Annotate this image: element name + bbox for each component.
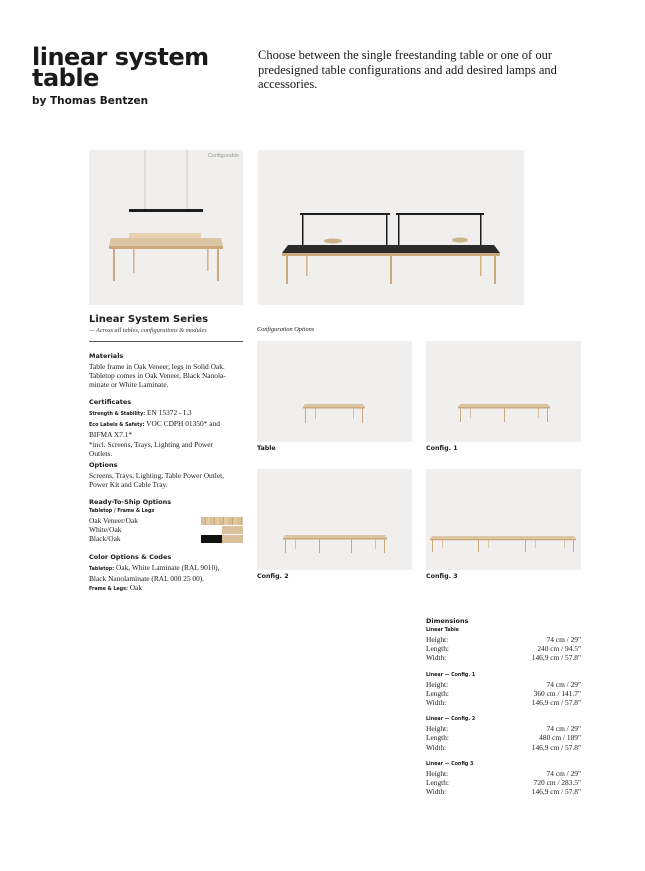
dimension-row-width <box>426 653 581 662</box>
options-section <box>89 461 245 489</box>
dimension-group-config-2 <box>426 716 581 752</box>
dimension-value: 74 cm / 29" <box>546 768 581 778</box>
dimensions-heading: Dimensions <box>426 617 469 625</box>
config-caption: Table <box>257 445 276 452</box>
dimension-label: Width: <box>426 787 447 797</box>
dimension-value: 146,9 cm / 57.8" <box>531 742 581 752</box>
dimension-label: Width: <box>426 742 447 752</box>
designer-byline: by Thomas Bentzen <box>32 95 149 107</box>
table-with-lamp-illustration <box>89 150 243 305</box>
rts-option-label: Oak Veneer/Oak <box>89 516 138 525</box>
color-line: Black Nanolaminate (RAL 000 25 00). <box>89 574 205 584</box>
certificate-label: Eco Labels & Safety: <box>89 423 145 429</box>
options-line: Power Kit and Cable Tray. <box>89 480 168 490</box>
dimension-row-height <box>426 769 581 778</box>
config-photo-config-2 <box>257 469 412 570</box>
series-subtitle: — Across all tables, configurations & modules <box>89 327 207 334</box>
materials-line: minate or White Laminate. <box>89 380 169 390</box>
dimension-group-config-1 <box>426 672 581 708</box>
dimension-value: 240 cm / 94.5" <box>537 644 581 654</box>
options-heading: Options <box>89 461 118 469</box>
rts-option-oak <box>89 516 245 525</box>
dimension-label: Width: <box>426 697 447 707</box>
certificate-note: Outlets. <box>89 448 113 458</box>
config-3-illustration <box>426 469 581 570</box>
dimension-label: Height: <box>426 635 449 644</box>
dimension-value: 74 cm / 29" <box>546 679 581 689</box>
materials-section <box>89 352 245 390</box>
dimension-row-height <box>426 680 581 689</box>
dimension-value: 360 cm / 141.7" <box>533 688 581 698</box>
dimension-label: Height: <box>426 768 449 778</box>
oak-oak-swatch <box>201 517 243 525</box>
dimension-row-length <box>426 644 581 653</box>
color-heading: Color Options & Codes <box>89 553 172 561</box>
single-table-illustration <box>257 341 412 442</box>
title-line-2: table <box>32 64 99 92</box>
config-caption: Config. 3 <box>426 573 458 580</box>
color-label: Frame & Legs: <box>89 587 128 593</box>
rts-option-label: White/Oak <box>89 525 122 535</box>
series-title: Linear System Series <box>89 314 209 325</box>
color-label: Tabletop: <box>89 567 115 572</box>
certificates-heading: Certificates <box>89 398 132 406</box>
dimension-group-name: Linear — Config. 2 <box>426 717 476 723</box>
certificate-line <box>89 408 245 419</box>
certificate-line: BIFMA X7.1* <box>89 430 133 440</box>
title-line-1: linear system <box>32 43 209 71</box>
dimension-row-length <box>426 733 581 742</box>
dimension-row-width <box>426 787 581 796</box>
materials-heading: Materials <box>89 352 124 360</box>
config-caption: Config. 2 <box>257 573 289 580</box>
config-2-illustration <box>257 469 412 570</box>
dimension-row-height <box>426 724 581 733</box>
rts-heading: Ready-To-Ship Options <box>89 498 172 506</box>
configurable-badge: Configurable <box>207 153 239 159</box>
configuration-options-label: Configuration Options <box>257 326 315 333</box>
config-photo-config-3 <box>426 469 581 570</box>
dimension-group-linear-table <box>426 627 581 663</box>
config-1-illustration <box>426 341 581 442</box>
color-value: Oak, White Laminate (RAL 9010), <box>114 563 220 572</box>
rts-option-black <box>89 534 245 543</box>
black-table-with-shelves-illustration <box>258 150 524 305</box>
certificate-label: Strength & Stability: <box>89 412 146 417</box>
dimensions-section <box>426 617 581 805</box>
rts-option-white <box>89 525 245 534</box>
dimension-label: Width: <box>426 653 447 663</box>
ready-to-ship-section <box>89 498 245 544</box>
materials-line: Tabletop comes in Oak Veneer, Black Nanola- <box>89 371 226 381</box>
rts-option-label: Black/Oak <box>89 534 121 544</box>
dimension-group-name: Linear — Config. 1 <box>426 672 476 678</box>
color-options-section <box>89 553 245 595</box>
dimension-value: 74 cm / 29" <box>546 724 581 734</box>
dimension-label: Height: <box>426 724 449 734</box>
dimension-row-width <box>426 698 581 707</box>
dimension-value: 720 cm / 283.5" <box>533 777 581 787</box>
color-value: Oak <box>127 583 143 593</box>
color-line <box>89 583 245 594</box>
intro-paragraph: Choose between the single freestanding table or one of our predesigned table configurations and add desired lamps and accessories. <box>258 48 557 91</box>
certificate-value: VOC CDPH 01350* and <box>144 419 220 429</box>
dimension-label: Length: <box>426 644 449 654</box>
black-oak-swatch <box>201 535 243 543</box>
certificates-section <box>89 398 245 458</box>
dimension-value: 74 cm / 29" <box>546 635 581 644</box>
dimension-group-name: Linear — Config 3 <box>426 761 474 767</box>
section-divider <box>89 341 243 342</box>
certificate-value: EN 15372 - L3 <box>145 408 192 417</box>
dimension-value: 146,9 cm / 57.8" <box>531 653 581 663</box>
config-photo-table <box>257 341 412 442</box>
dimension-row-width <box>426 743 581 752</box>
dimension-label: Length: <box>426 777 449 787</box>
dimension-row-height <box>426 635 581 644</box>
dimension-group-config-3 <box>426 761 581 797</box>
color-line <box>89 563 245 574</box>
dimension-row-length <box>426 689 581 698</box>
certificate-line <box>89 419 245 430</box>
white-oak-swatch <box>201 526 243 534</box>
hero-photo-lamp-table <box>89 150 243 305</box>
options-line: Screens, Trays, Lighting, Table Power Outlet, <box>89 471 225 480</box>
dimension-label: Height: <box>426 679 449 689</box>
certificate-note: *incl. Screens, Trays, Lighting and Power <box>89 439 213 449</box>
hero-photo-black-table <box>258 150 524 305</box>
dimension-value: 480 cm / 189" <box>539 733 581 743</box>
dimension-value: 146,9 cm / 57.8" <box>531 787 581 797</box>
config-caption: Config. 1 <box>426 445 458 452</box>
page-title <box>32 43 232 92</box>
config-photo-config-1 <box>426 341 581 442</box>
dimension-value: 146,9 cm / 57.8" <box>531 697 581 707</box>
materials-line: Table frame in Oak Veneer, legs in Solid Oak. <box>89 362 225 371</box>
rts-sublabel: Tabletop / Frame & Legs <box>89 509 155 514</box>
dimension-group-name: Linear Table <box>426 628 459 633</box>
dimension-row-length <box>426 778 581 787</box>
dimension-label: Length: <box>426 688 449 698</box>
dimension-label: Length: <box>426 733 449 743</box>
